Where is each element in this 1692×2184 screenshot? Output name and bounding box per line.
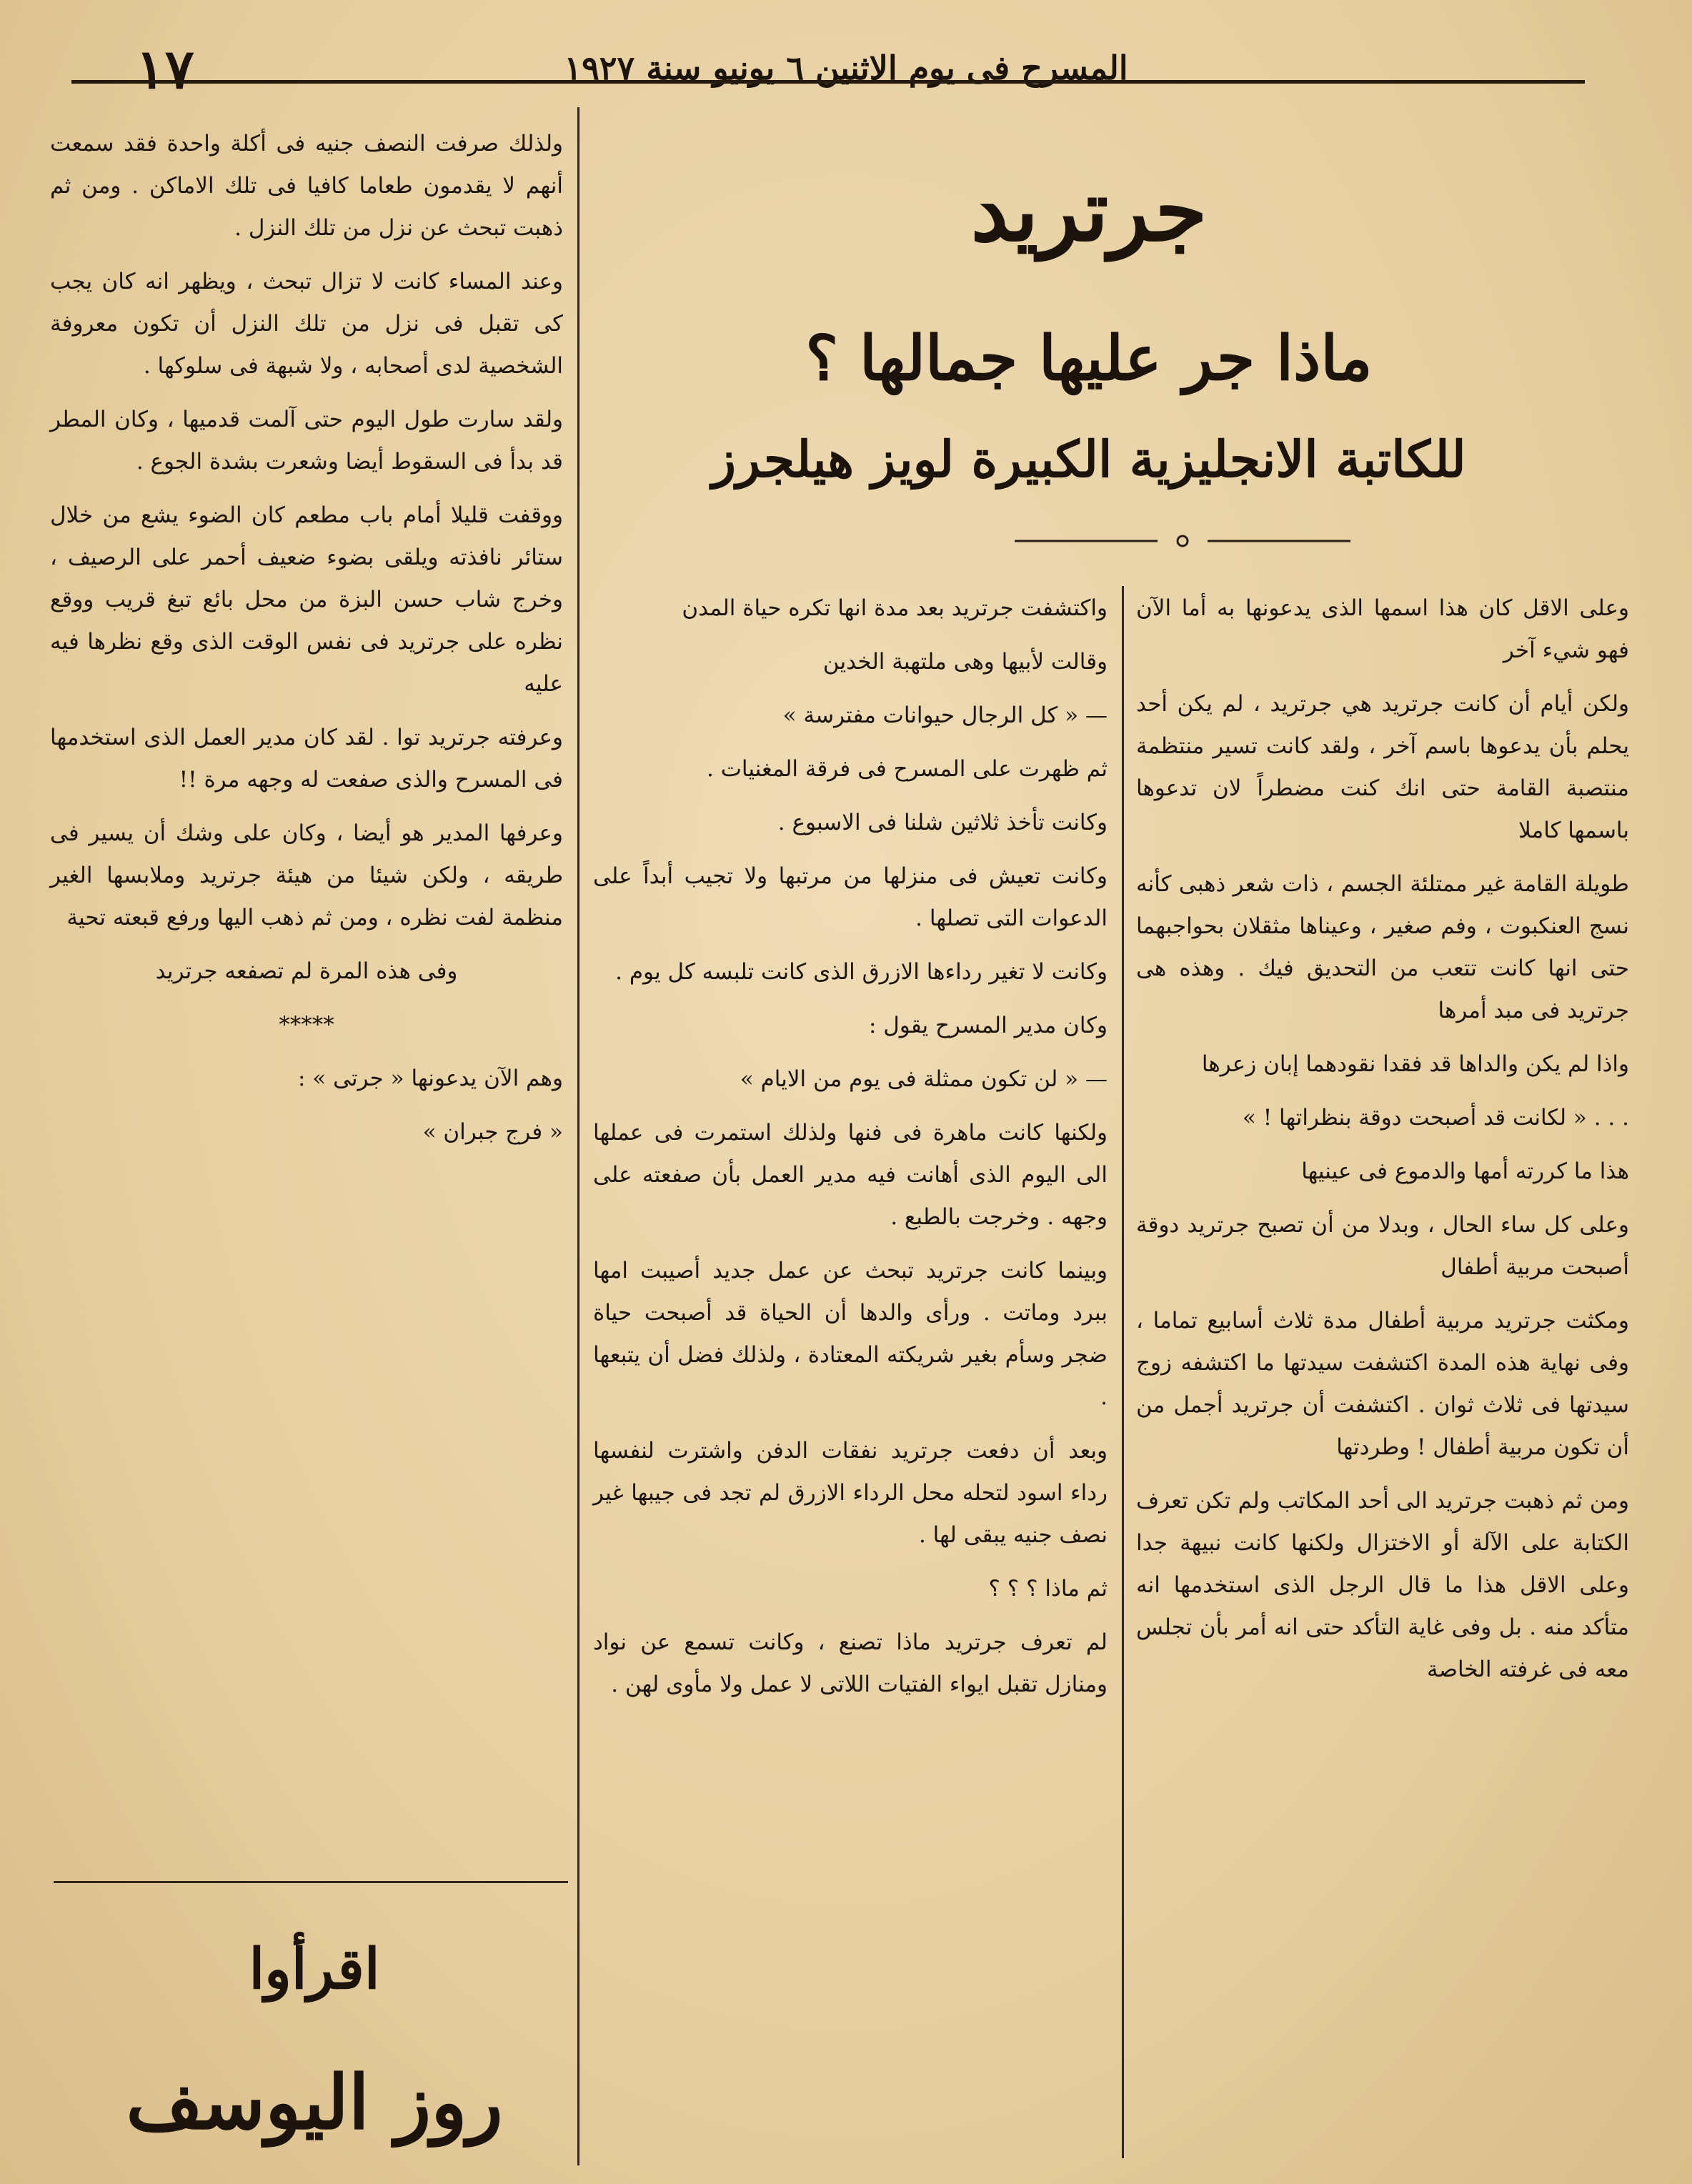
article-heading bbox=[586, 161, 1592, 490]
column-divider-main bbox=[577, 107, 579, 2165]
page-header bbox=[64, 21, 1628, 101]
paragraph: ولكنها كانت ماهرة فى فنها ولذلك استمرت فى عملها الى اليوم الذى أهانت فيه مدير العمل بأن صفعته على وجهه . وخرجت بالطبع . bbox=[593, 1120, 1108, 1230]
ornament-divider bbox=[1015, 530, 1350, 552]
paragraph: — « كل الرجال حيوانات مفترسة » bbox=[782, 703, 1108, 728]
column-middle bbox=[593, 587, 1108, 1717]
paragraph: ولقد سارت طول اليوم حتى آلمت قدميها ، وكان المطر قد بدأ فى السقوط أيضا وشعرت بشدة الجوع . bbox=[50, 407, 563, 475]
paragraph: . . . « لكانت قد أصبحت دوقة بنظراتها ! » bbox=[1242, 1105, 1629, 1131]
paragraph: وكانت لا تغير رداءها الازرق الذى كانت تلبسه كل يوم . bbox=[615, 959, 1108, 985]
column-right bbox=[1136, 587, 1629, 1702]
ad-separator bbox=[54, 1881, 568, 1883]
paragraph: واذا لم يكن والداها قد فقدا نقودهما إبان زعرها bbox=[1201, 1051, 1629, 1077]
paragraph: وعرفها المدير هو أيضا ، وكان على وشك أن يسير فى طريقه ، ولكن شيئا من هيئة جرتريد وملابسها الغير منظمة لفت نظره ، ومن ثم ذهب اليها ورفع قبعته تحية bbox=[50, 820, 563, 930]
page-number: ١٧ bbox=[136, 37, 194, 101]
paragraph: ومكثت جرتريد مربية أطفال مدة ثلاث أسابيع تماما ، وفى نهاية هذه المدة اكتشفت سيدتها ما اكتشفه زوج سيدتها فى ثلاث ثوان . اكتشفت أن جرتريد أجمل من أن تكون مربية أطفال ! وطردتها bbox=[1136, 1308, 1629, 1460]
paragraph: وكانت تعيش فى منزلها من مرتبها ولا تجيب أبداً على الدعوات التى تصلها . bbox=[593, 863, 1108, 931]
paragraph: وعند المساء كانت لا تزال تبحث ، ويظهر انه كان يجب كى تقبل فى نزل من تلك النزل أن تكون معروفة الشخصية لدى أصحابه ، ولا شبهة فى سلوكها . bbox=[50, 269, 563, 379]
paragraph: ولذلك صرفت النصف جنيه فى أكلة واحدة فقد سمعت أنهم لا يقدمون طعاما كافيا فى تلك الاماكن . ومن ثم ذهبت تبحث عن نزل من تلك النزل . bbox=[50, 131, 564, 241]
paragraph: وبعد أن دفعت جرتريد نفقات الدفن واشترت لنفسها رداء اسود لتحله محل الرداء الازرق لم تجد فى جيبها غير نصف جنيه يبقى لها . bbox=[593, 1438, 1108, 1548]
advertisement-line2: روز اليوسف bbox=[126, 2058, 503, 2146]
translator-credit: « فرج جبران » bbox=[422, 1119, 563, 1145]
article-title: جرتريد bbox=[970, 161, 1208, 260]
paragraph: وبينما كانت جرتريد تبحث عن عمل جديد أصيبت امها ببرد وماتت . ورأى والدها أن الحياة قد أصبحت حياة ضجر وسأم بغير شريكته المعتادة ، ولذلك فضل أن يتبعها . bbox=[593, 1258, 1108, 1410]
paragraph: ومن ثم ذهبت جرتريد الى أحد المكاتب ولم تكن تعرف الكتابة على الآلة أو الاختزال ولكنها كانت نبيهة جدا وعلى الاقل هذا ما قال الرجل الذى استخدمها انه متأكد منه . بل وفى غاية التأكد حتى انه أمر بأن تجلس معه فى غرفته الخاصة bbox=[1136, 1488, 1629, 1682]
paragraph: وكانت تأخذ ثلاثين شلنا فى الاسبوع . bbox=[777, 810, 1108, 835]
paragraph: لم تعرف جرتريد ماذا تصنع ، وكانت تسمع عن نواد ومنازل تقبل ايواء الفتيات اللاتى لا عمل ولا مأوى لهن . bbox=[593, 1629, 1108, 1697]
column-left bbox=[50, 123, 563, 1165]
column-divider-inner bbox=[1122, 586, 1124, 2158]
paragraph: — « لن تكون ممثلة فى يوم من الايام » bbox=[740, 1066, 1108, 1092]
header-rule bbox=[71, 80, 1585, 84]
paragraph: وعلى كل ساء الحال ، وبدلا من أن تصبح جرتريد دوقة أصبحت مربية أطفال bbox=[1136, 1212, 1629, 1280]
paragraph: وكان مدير المسرح يقول : bbox=[868, 1013, 1108, 1038]
paragraph: ووقفت قليلا أمام باب مطعم كان الضوء يشع من خلال ستائر نافذته ويلقى بضوء ضعيف أحمر على الرصيف ، وخرج شاب حسن البزة من محل بائع تبغ قريب ووقع نظره على جرتريد فى نفس الوقت الذى وقع نظرها فيه عليه bbox=[50, 502, 563, 697]
article-byline: للكاتبة الانجليزية الكبيرة لويز هيلجرز bbox=[712, 430, 1466, 490]
section-break: ***** bbox=[279, 1012, 334, 1038]
paragraph: واكتشفت جرتريد بعد مدة انها تكره حياة المدن bbox=[682, 595, 1108, 621]
paragraph: هذا ما كررته أمها والدموع فى عينيها bbox=[1301, 1158, 1629, 1184]
paragraph: ثم ظهرت على المسرح فى فرقة المغنيات . bbox=[707, 756, 1108, 782]
advertisement-line1: اقرأوا bbox=[249, 1937, 380, 2002]
paragraph: ثم ماذا ؟ ؟ ؟ bbox=[988, 1576, 1108, 1602]
paragraph: ولكن أيام أن كانت جرتريد هي جرتريد ، لم يكن أحد يحلم بأن يدعوها باسم آخر ، ولقد كانت تسير منتظمة منتصبة القامة حتى انك كنت مضطراً لان تدعوها باسمها كاملا bbox=[1136, 691, 1629, 843]
paragraph: وهم الآن يدعونها « جرتى » : bbox=[297, 1066, 563, 1091]
article-subtitle: ماذا جر عليها جمالها ؟ bbox=[805, 322, 1373, 394]
paragraph: وفى هذه المرة لم تصفعه جرترید bbox=[155, 958, 458, 984]
paragraph: وعرفته جرتريد توا . لقد كان مدير العمل الذى استخدمها فى المسرح والذى صفعت له وجهه مرة !! bbox=[50, 725, 563, 793]
running-head: المسرح فى يوم الاثنين ٦ يونيو سنة ١٩٢٧ bbox=[564, 49, 1128, 87]
paragraph: طويلة القامة غير ممتلئة الجسم ، ذات شعر ذهبى كأنه نسج العنكبوت ، وفم صغير ، وعيناها مثقلان بحواجبهما حتى انها كانت تتعب من التحديق فيك . وهذه هى جرتريد فى مبد أمرها bbox=[1136, 871, 1629, 1023]
paragraph: وقالت لأبيها وهى ملتهبة الخدين bbox=[822, 649, 1108, 675]
paragraph: وعلى الاقل كان هذا اسمها الذى يدعونها به أما الآن فهو شيء آخر bbox=[1136, 595, 1629, 663]
